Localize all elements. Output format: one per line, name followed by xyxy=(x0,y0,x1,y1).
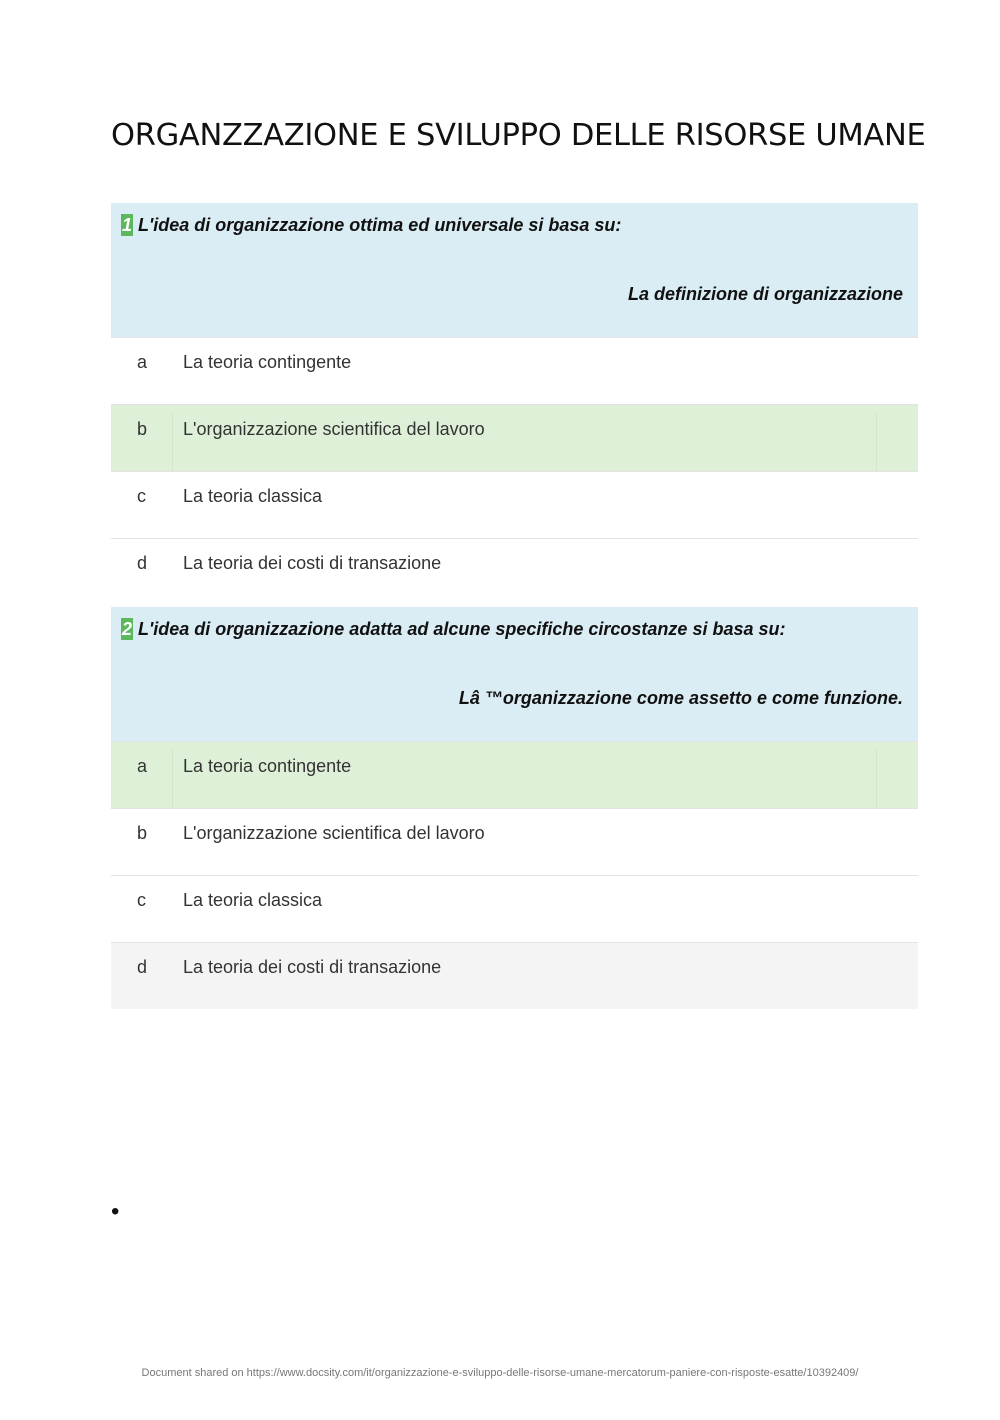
question-header xyxy=(111,607,918,741)
page-title: ORGANZZAZIONE E SVILUPPO DELLE RISORSE UMANE xyxy=(111,118,926,153)
option-letter: a xyxy=(137,352,148,372)
answer-option-a xyxy=(111,337,918,404)
question-topic: Lâ ™organizzazione come assetto e come funzione. xyxy=(458,688,903,708)
option-letter: d xyxy=(137,553,148,573)
question-number-badge: 1 xyxy=(122,215,133,235)
option-text: La teoria classica xyxy=(183,890,323,910)
question-1 xyxy=(111,203,918,605)
option-text: La teoria dei costi di transazione xyxy=(183,957,442,977)
option-text: L'organizzazione scientifica del lavoro xyxy=(183,823,485,843)
answer-option-b xyxy=(111,808,918,875)
option-letter: c xyxy=(137,486,146,506)
answer-option-b-correct xyxy=(111,404,918,471)
option-text: La teoria contingente xyxy=(183,756,352,776)
question-number-badge: 2 xyxy=(122,619,133,639)
question-text: L'idea di organizzazione adatta ad alcune specifiche circostanze si basa su: xyxy=(138,619,786,639)
bullet-point: • xyxy=(111,1198,120,1225)
option-text: L'organizzazione scientifica del lavoro xyxy=(183,419,485,439)
document-footer: Document shared on https://www.docsity.com/it/organizzazione-e-sviluppo-delle-risorse-umane-mercatorum-paniere-con-risposte-esatte/10392409/ xyxy=(141,1367,859,1379)
question-2 xyxy=(111,607,918,1009)
option-letter: b xyxy=(137,823,148,843)
option-letter: d xyxy=(137,957,148,977)
answer-option-c xyxy=(111,471,918,538)
option-text: La teoria contingente xyxy=(183,352,352,372)
option-text: La teoria classica xyxy=(183,486,323,506)
answer-option-d xyxy=(111,942,918,1009)
question-header xyxy=(111,203,918,337)
answer-option-d xyxy=(111,538,918,605)
answer-option-c xyxy=(111,875,918,942)
option-letter: b xyxy=(137,419,148,439)
question-topic: La definizione di organizzazione xyxy=(627,284,903,304)
answer-option-a-correct xyxy=(111,741,918,808)
option-text: La teoria dei costi di transazione xyxy=(183,553,442,573)
option-letter: c xyxy=(137,890,146,910)
question-text: L'idea di organizzazione ottima ed universale si basa su: xyxy=(138,215,622,235)
option-letter: a xyxy=(137,756,148,776)
